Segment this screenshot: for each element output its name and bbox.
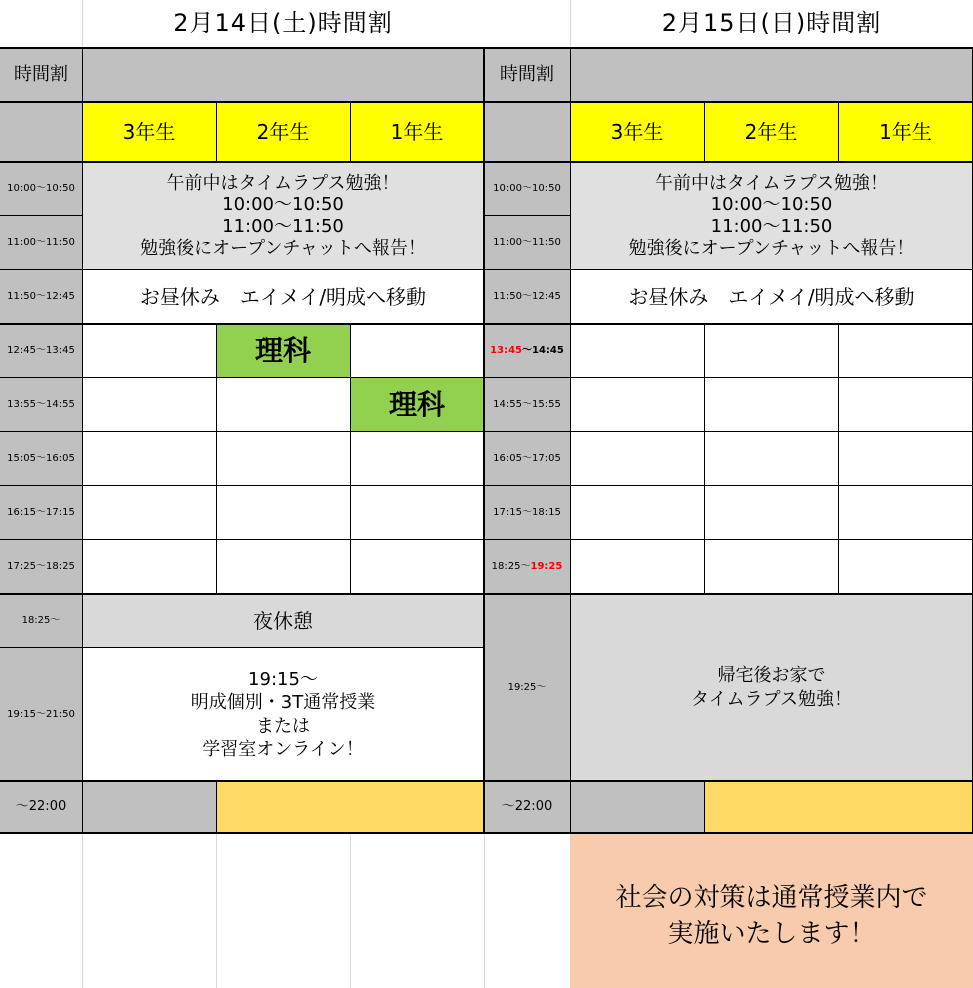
footer-note: 社会の対策は通常授業内で 実施いたします！	[570, 833, 973, 988]
day1-time-slot: 15:05～16:05	[0, 432, 82, 486]
day2-time-slot: 10:00～10:50	[484, 162, 570, 216]
day2-final-highlight	[704, 781, 973, 833]
day2-grade-1: 1年生	[838, 102, 973, 162]
day2-time-slot: 11:50～12:45	[484, 270, 570, 324]
end-time: ～14:45	[522, 345, 564, 356]
day1-time-slot: 17:25～18:25	[0, 540, 82, 594]
day2-final-grade3	[570, 781, 704, 833]
day2-grade-3: 3年生	[570, 102, 704, 162]
day2-time-slot: 16:05～17:05	[484, 432, 570, 486]
day1-science-grade2: 理科	[216, 324, 350, 378]
day2-time-slot: 19:25～	[484, 594, 570, 781]
day1-dinner-note: 夜休憩	[82, 594, 484, 648]
day2-time-slot: 17:15～18:15	[484, 486, 570, 540]
day2-header-bar	[570, 47, 973, 102]
day1-header-bar	[82, 47, 484, 102]
day1-final-grade3	[82, 781, 216, 833]
start-time: 18:25～	[491, 561, 531, 572]
day2-time-slot: 14:55～15:55	[484, 378, 570, 432]
changed-end-time: 19:25	[530, 561, 563, 572]
day2-morning-note: 午前中はタイムラプス勉強！ 10:00～10:50 11:00～11:50 勉強後にオープンチャットへ報告！	[570, 162, 973, 270]
day2-lunch-note: お昼休み エイメイ/明成へ移動	[570, 270, 973, 324]
day1-grade-2: 2年生	[216, 102, 350, 162]
day1-timetable-label: 時間割	[0, 47, 82, 102]
day1-science-grade1: 理科	[350, 378, 484, 432]
day1-time-slot: 12:45～13:45	[0, 324, 82, 378]
day1-time-slot: 13:55～14:55	[0, 378, 82, 432]
day1-time-slot: 19:15～21:50	[0, 648, 82, 781]
day1-time-slot: ～22:00	[0, 781, 82, 833]
day1-time-slot: 16:15～17:15	[0, 486, 82, 540]
day1-evening-note: 19:15～ 明成個別・3T通常授業 または 学習室オンライン！	[82, 648, 484, 781]
changed-start-time: 13:45	[490, 345, 522, 356]
day2-home-note: 帰宅後お家で タイムラプス勉強！	[570, 594, 973, 781]
day2-time-slot-changed	[484, 324, 570, 378]
day2-time-slot-changed	[484, 540, 570, 594]
day2-grade-2: 2年生	[704, 102, 838, 162]
day1-final-highlight	[216, 781, 484, 833]
day1-time-slot: 11:50～12:45	[0, 270, 82, 324]
day1-grade-3: 3年生	[82, 102, 216, 162]
day2-grade-corner	[484, 102, 570, 162]
day2-timetable-label: 時間割	[484, 47, 570, 102]
day1-time-slot: 18:25～	[0, 594, 82, 648]
day1-morning-note: 午前中はタイムラプス勉強！ 10:00～10:50 11:00～11:50 勉強後にオープンチャットへ報告！	[82, 162, 484, 270]
day2-title: 2月15日(日)時間割	[661, 9, 882, 38]
day1-time-slot: 11:00～11:50	[0, 216, 82, 270]
day1-time-slot: 10:00～10:50	[0, 162, 82, 216]
day1-grade-corner	[0, 102, 82, 162]
day1-lunch-note: お昼休み エイメイ/明成へ移動	[82, 270, 484, 324]
day2-time-slot: 11:00～11:50	[484, 216, 570, 270]
day1-title: 2月14日(土)時間割	[173, 9, 393, 38]
day1-grade-1: 1年生	[350, 102, 484, 162]
day2-time-slot: ～22:00	[484, 781, 570, 833]
